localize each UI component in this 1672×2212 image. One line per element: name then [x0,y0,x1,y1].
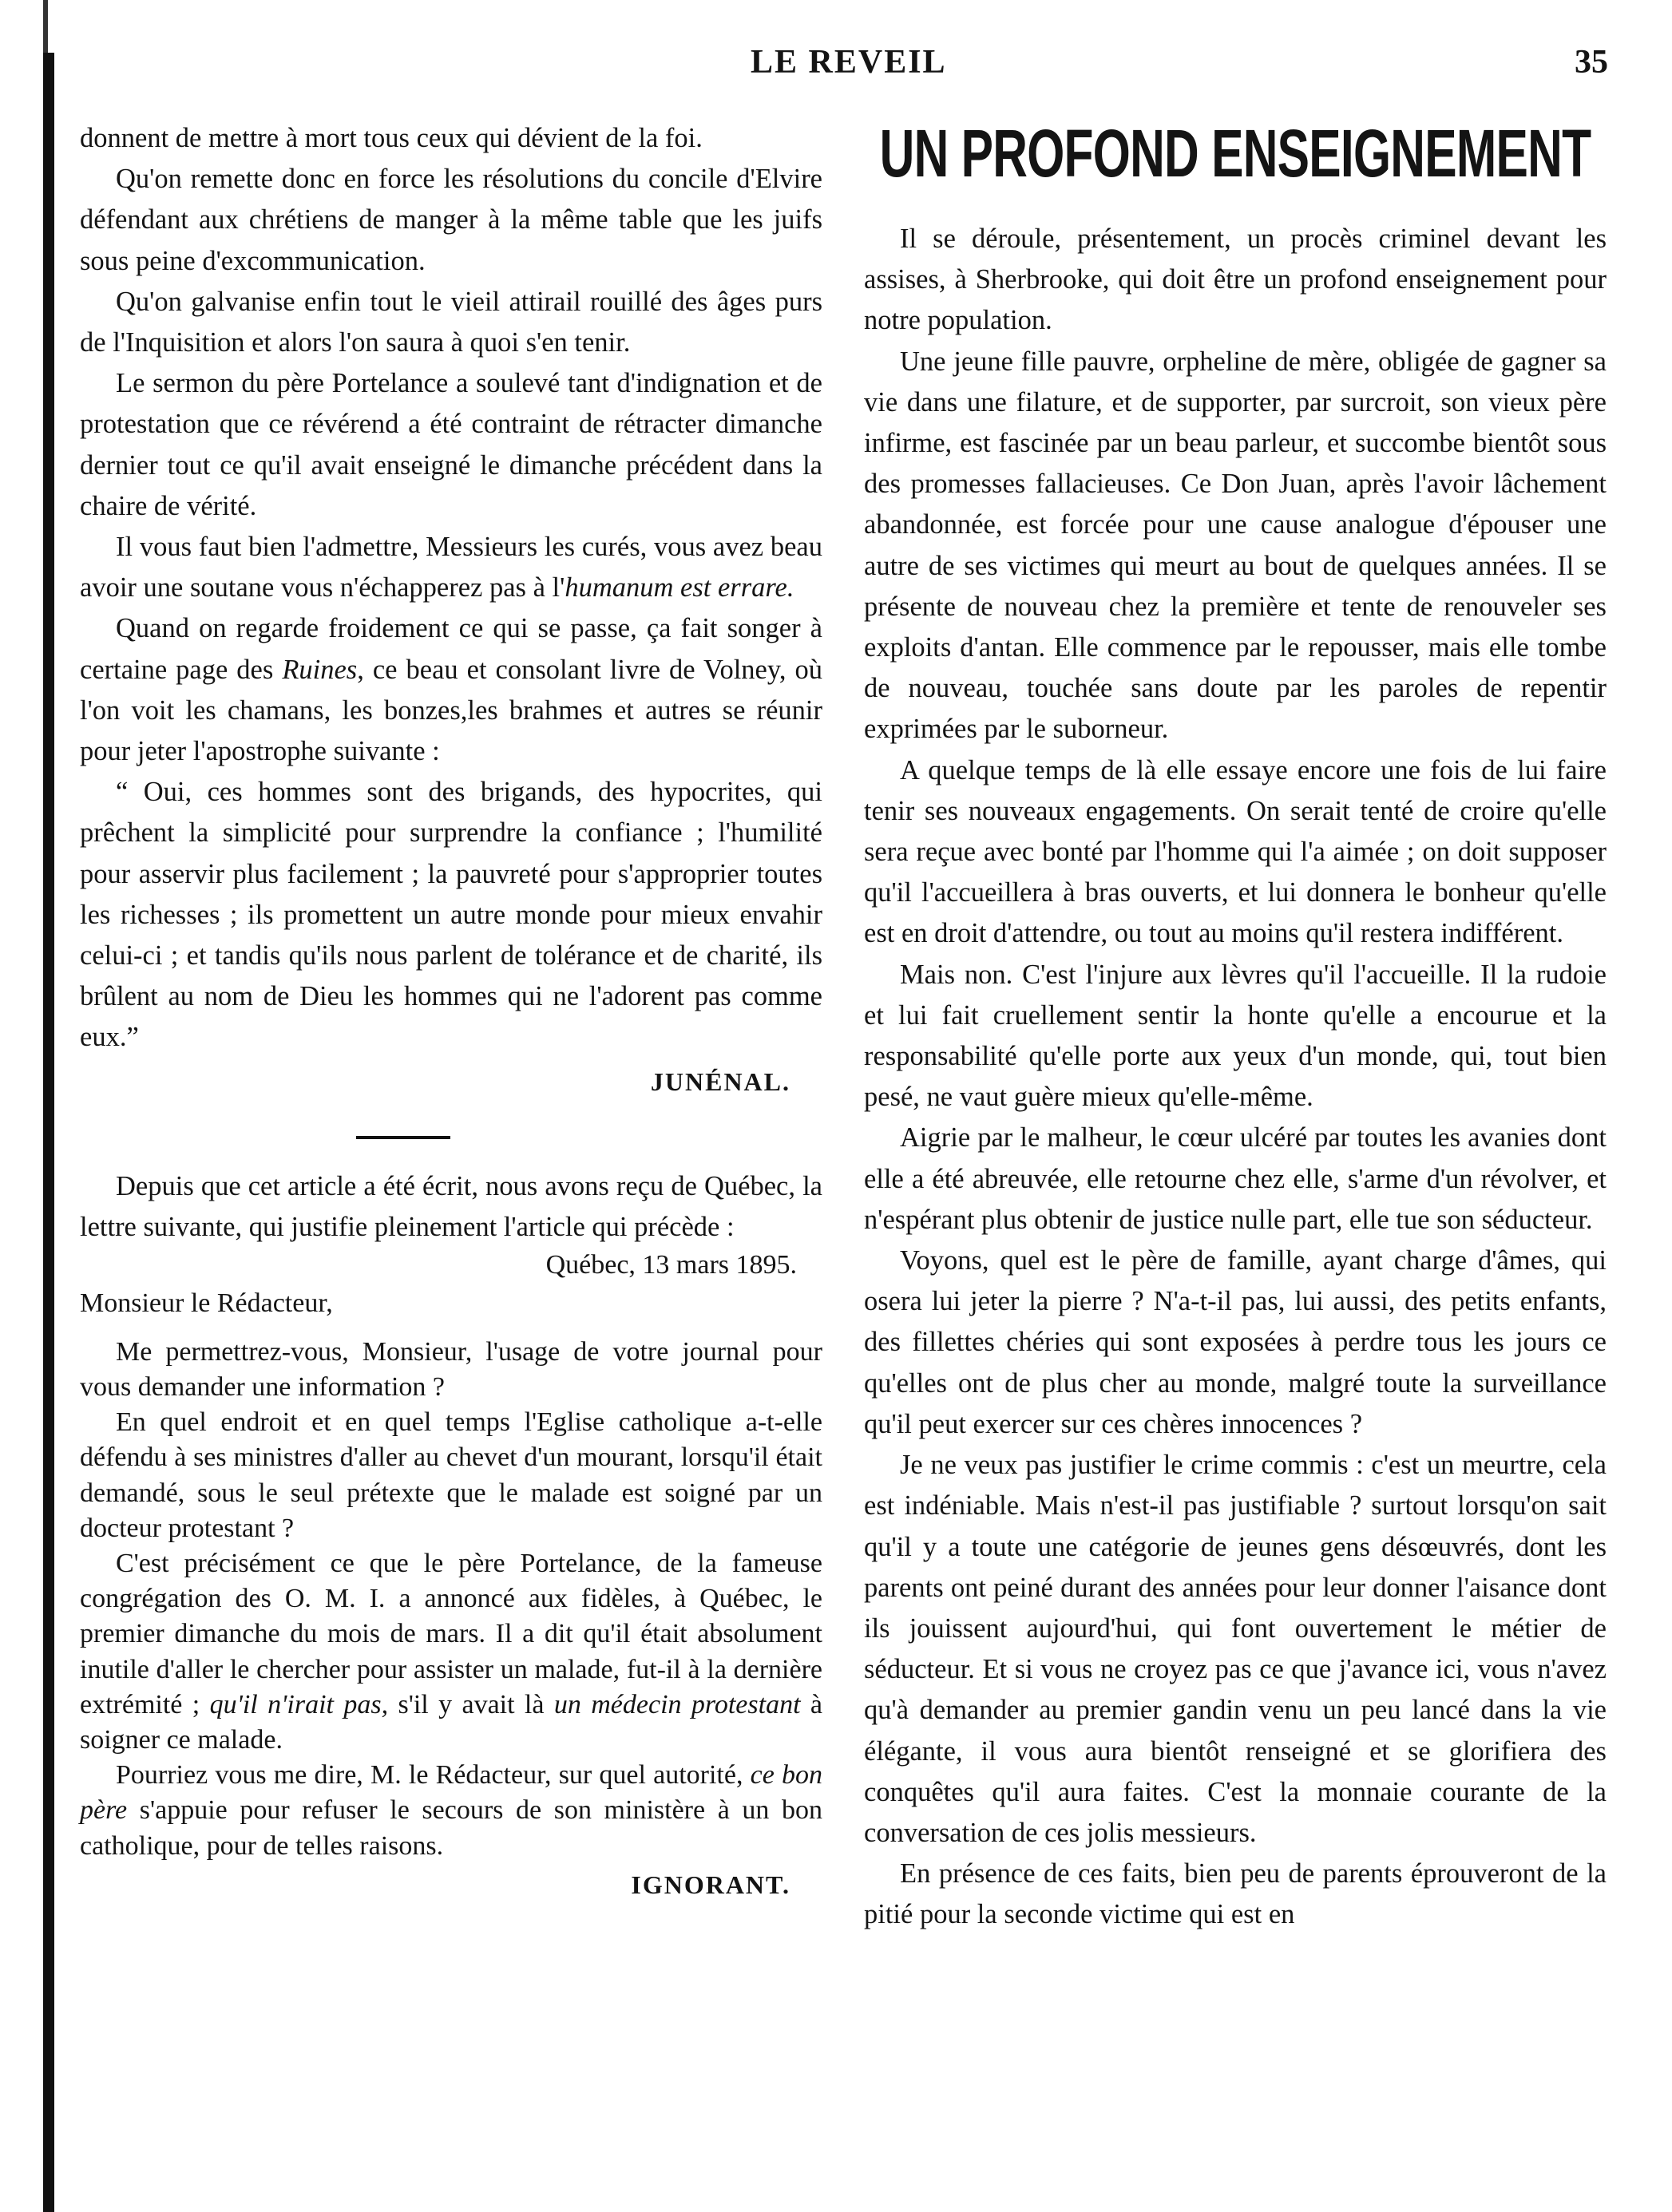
newspaper-title: LE REVEIL [751,44,947,81]
paragraph: Je ne veux pas justifier le crime commis : c'est un meurtre, cela est indéniable. Mais n'est-il pas justifiable ? surtout lorsqu'on sait qu'il y a toute une catégorie de jeunes gens désœuvrés, dont les parents ont peiné durant des années pour leur donner l'aisance dont ils jouissent aujourd'hui, qui font ouvertement le métier de séducteur. Et si vous ne croyez pas ce que j'avance ici, vous n'avez qu'à demander au premier gandin venu un peu lancé dans la vie élégante, il vous aura bientôt renseigné et se glorifiera des conquêtes qu'il aura faites. C'est la monnaie courante de la conversation de ces jolis messieurs. [864,1450,1607,1848]
paragraph: A quelque temps de là elle essaye encore une fois de lui faire tenir ses nouveaux engagements. On serait tenté de croire qu'elle sera reçue avec bonté par l'homme qui l'a aimée ; on doit supposer qu'il l'accueillera à bras ouverts, et lui donnera le bonheur qu'elle est en droit d'attendre, ou tout au moins qu'il restera indifférent. [864,754,1607,949]
binding-margin-bar [43,53,54,2212]
text-run: s'il y avait là [388,1689,554,1719]
latin-phrase: humanum est errare. [565,572,794,603]
right-column [864,118,1607,1936]
text-run: à soigner ce malade. [80,1689,823,1755]
paragraph: Une jeune fille pauvre, orpheline de mère, obligée de gagner sa vie dans une filature, et de supporter, par surcroit, son vieux père infirme, est fascinée par un beau parleur, et succombe bientôt sous des promesses fallacieuses. Ce Don Juan, après l'avoir lâchement abandonnée, est forcée pour une cause analogue d'épouser une autre de ses victimes qui meurt au bout de quelques années. Il se présente de nouveau chez la première et tente de renouveler ses exploits d'antan. Elle commence par le repousser, mais elle tombe de nouveau, touchée sans doute par les paroles de repentir exprimées par le suborneur. [864,346,1607,745]
book-title: Ruines [282,654,358,685]
paragraph: Mais non. C'est l'injure aux lèvres qu'il l'accueille. Il la rudoie et lui fait cruellement sentir la honte qu'elle a encourue et la responsabilité qu'elle porte aux yeux d'un monde, qui, tout bien pesé, ne vaut guère mieux qu'elle-même. [864,959,1607,1113]
text-run: C'est précisément ce que le père Portelance, de la fameuse congrégation des O. M. I. a annoncé aux fidèles, à Québec, le premier dimanche du mois de mars. Il a dit qu'il était absolument inutile d'aller le chercher pour assister un malade, fut-il à la dernière extrémité ; [80,1548,822,1719]
text-run: s'appuie pour refuser le secours de son ministère à un bon catholique, pour de telles raisons. [80,1795,822,1861]
text-run: Quand on regarde froidement ce qui se passe, ça fait songer à certaine page des [80,613,822,685]
signature: JUNÉNAL. [650,1066,790,1096]
quotation: “ Oui, ces hommes sont des brigands, des hypocrites, qui prêchent la simplicité pour surprendre la confiance ; l'humilité pour asservir plus facilement ; la pauvreté pour s'approprier toutes les richesses ; ils promettent un autre monde pour mieux envahir celui-ci ; et tandis qu'ils nous parlent de tolérance et de charité, ils brûlent au nom de Dieu les hommes qui ne l'adorent pas comme eux.” [80,777,822,1053]
page-number: 35 [1575,44,1608,81]
letter-paragraph [80,1546,822,1758]
italic-phrase: un médecin protestant [553,1689,801,1719]
signature: IGNORANT. [631,1870,790,1899]
letter-dateline: Québec, 13 mars 1895. [545,1250,797,1280]
paragraph: donnent de mettre à mort tous ceux qui dévient de la foi. [80,123,703,153]
text-run: , ce beau et consolant livre de Volney, où l'on voit les chamans, les bonzes,les brahmes et autres se réunir pour jeter l'apostrophe suivante : [80,654,822,767]
paragraph: Il se déroule, présentement, un procès criminel devant les assises, à Sherbrooke, qui doit être un profond enseignement pour notre population. [864,224,1607,336]
letter-paragraph: Me permettrez-vous, Monsieur, l'usage de votre journal pour vous demander une information ? [80,1336,822,1402]
italic-phrase: ce bon père [80,1760,822,1826]
paragraph: Qu'on remette donc en force les résolutions du concile d'Elvire défendant aux chrétiens de manger à la même table que les juifs sous peine d'excommunication. [80,164,822,276]
text-run: Il vous faut bien l'admettre, Messieurs les curés, vous avez beau avoir une soutane vous n'échapperez pas à l' [80,532,822,603]
paragraph: Aigrie par le malheur, le cœur ulcéré par toutes les avanies dont elle a été abreuvée, elle retourne chez elle, s'arme d'un révolver, et n'espérant plus obtenir de justice nulle part, elle tue son séducteur. [864,1122,1607,1235]
section-rule [356,1136,450,1139]
paragraph: Voyons, quel est le père de famille, ayant charge d'âmes, qui osera lui jeter la pierre ? N'a-t-il pas, lui aussi, des petits enfants, des fillettes chéries qui sont exposées à perdre tous les jours ce qu'elles ont de plus cher au monde, malgré toute la surveillance qu'il peut exercer sur ces chères innocences ? [864,1245,1607,1439]
paragraph: En présence de ces faits, bien peu de parents éprouveront de la pitié pour la seconde victime qui est en [864,1858,1607,1930]
running-head [0,43,1672,86]
letter-paragraph: En quel endroit et en quel temps l'Eglise catholique a-t-elle défendu à ses ministres d'aller au chevet d'un mourant, lorsqu'il était demandé, sous le seul prétexte que le malade est soigné par un docteur protestant ? [80,1407,822,1543]
text-run: Pourriez vous me dire, M. le Rédacteur, sur quel autorité, [116,1760,751,1791]
italic-phrase: qu'il n'irait pas, [209,1689,389,1719]
paragraph [80,527,822,608]
letter [80,1248,822,1902]
article-headline: UN PROFOND ENSEIGNEMENT [879,116,1591,191]
paragraph [80,608,822,772]
paragraph: Depuis que cet article a été écrit, nous avons reçu de Québec, la lettre suivante, qui justifie pleinement l'article qui précède : [80,1170,822,1243]
letter-paragraph [80,1758,822,1864]
paragraph: Qu'on galvanise enfin tout le vieil attirail rouillé des âges purs de l'Inquisition et alors l'on saura à quoi s'en tenir. [80,286,822,358]
letter-salutation: Monsieur le Rédacteur, [80,1288,333,1319]
paragraph: Le sermon du père Portelance a soulevé tant d'indignation et de protestation que ce révérend a été contraint de rétracter dimanche dernier tout ce qu'il avait enseigné le dimanche précédent dans la chaire de vérité. [80,368,822,521]
left-column [80,118,822,1902]
